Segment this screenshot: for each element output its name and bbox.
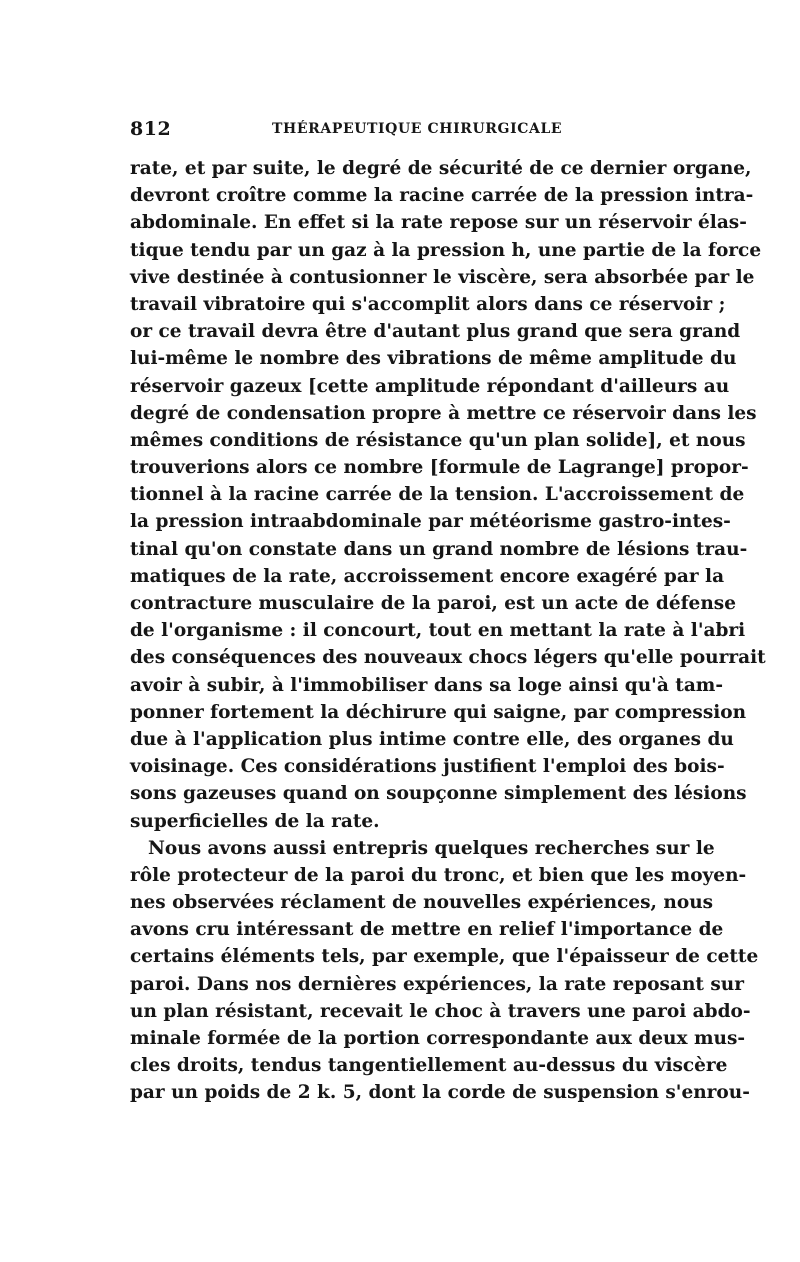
running-head: THÉRAPEUTIQUE CHIRURGICALE — [272, 121, 563, 137]
text-line: tinal qu'on constate dans un grand nombre de lésions trau- — [130, 538, 748, 560]
text-line: avoir à subir, à l'immobiliser dans sa loge ainsi qu'à tam- — [130, 674, 724, 696]
text-line: rôle protecteur de la paroi du tronc, et bien que les moyen- — [130, 864, 747, 886]
text-line: un plan résistant, recevait le choc à travers une paroi abdo- — [130, 1000, 751, 1022]
text-line: or ce travail devra être d'autant plus grand que sera grand — [130, 321, 741, 343]
text-line: vive destinée à contusionner le viscère, sera absorbée par le — [130, 266, 755, 288]
text-line: matiques de la rate, accroissement encore exagéré par la — [130, 565, 725, 587]
text-line: mêmes conditions de résistance qu'un plan solide], et nous — [130, 429, 746, 451]
text-line: des conséquences des nouveaux chocs légers qu'elle pourrait — [130, 647, 766, 669]
page-number: 812 — [130, 118, 172, 140]
page-header — [130, 118, 678, 142]
text-line: paroi. Dans nos dernières expériences, la rate reposant sur — [130, 973, 744, 995]
text-line: la pression intraabdominale par météorisme gastro-intes- — [130, 511, 731, 533]
text-line: devront croître comme la racine carrée de la pression intra- — [130, 185, 754, 207]
text-line: trouverions alors ce nombre [formule de Lagrange] propor- — [130, 457, 749, 479]
paragraph-start-line: Nous avons aussi entrepris quelques recherches sur le — [148, 837, 715, 859]
paragraph-end-line: superficielles de la rate. — [130, 810, 380, 832]
text-line: tique tendu par un gaz à la pression h, une partie de la force — [130, 239, 762, 261]
text-line: contracture musculaire de la paroi, est un acte de défense — [130, 593, 736, 614]
text-line: réservoir gazeux [cette amplitude répondant d'ailleurs au — [130, 375, 730, 397]
text-line: degré de condensation propre à mettre ce réservoir dans les — [130, 402, 757, 424]
text-line: travail vibratoire qui s'accomplit alors dans ce réservoir ; — [130, 293, 726, 315]
text-line: abdominale. En effet si la rate repose sur un réservoir élas- — [130, 212, 747, 234]
body-text — [130, 155, 766, 1107]
text-line: certains éléments tels, par exemple, que l'épaisseur de cette — [130, 946, 759, 968]
text-line: cles droits, tendus tangentiellement au-dessus du viscère — [130, 1055, 728, 1077]
text-line: minale formée de la portion correspondante aux deux mus- — [130, 1028, 746, 1049]
text-line: ponner fortement la déchirure qui saigne, par compression — [130, 701, 747, 723]
text-line: de l'organisme : il concourt, tout en mettant la rate à l'abri — [130, 620, 746, 642]
text-line: lui-même le nombre des vibrations de même amplitude du — [130, 348, 737, 370]
text-line: par un poids de 2 k. 5, dont la corde de suspension s'enrou- — [130, 1082, 750, 1104]
text-line: rate, et par suite, le degré de sécurité de ce dernier organe, — [130, 158, 752, 179]
text-line: sons gazeuses quand on soupçonne simplement des lésions — [130, 783, 747, 805]
text-line: nes observées réclament de nouvelles expériences, nous — [130, 892, 714, 914]
text-line: due à l'application plus intime contre elle, des organes du — [130, 728, 734, 750]
text-line: voisinage. Ces considérations justifient l'emploi des bois- — [130, 756, 725, 778]
text-line: tionnel à la racine carrée de la tension. L'accroissement de — [130, 484, 745, 506]
text-line: avons cru intéressant de mettre en relief l'importance de — [130, 919, 724, 941]
